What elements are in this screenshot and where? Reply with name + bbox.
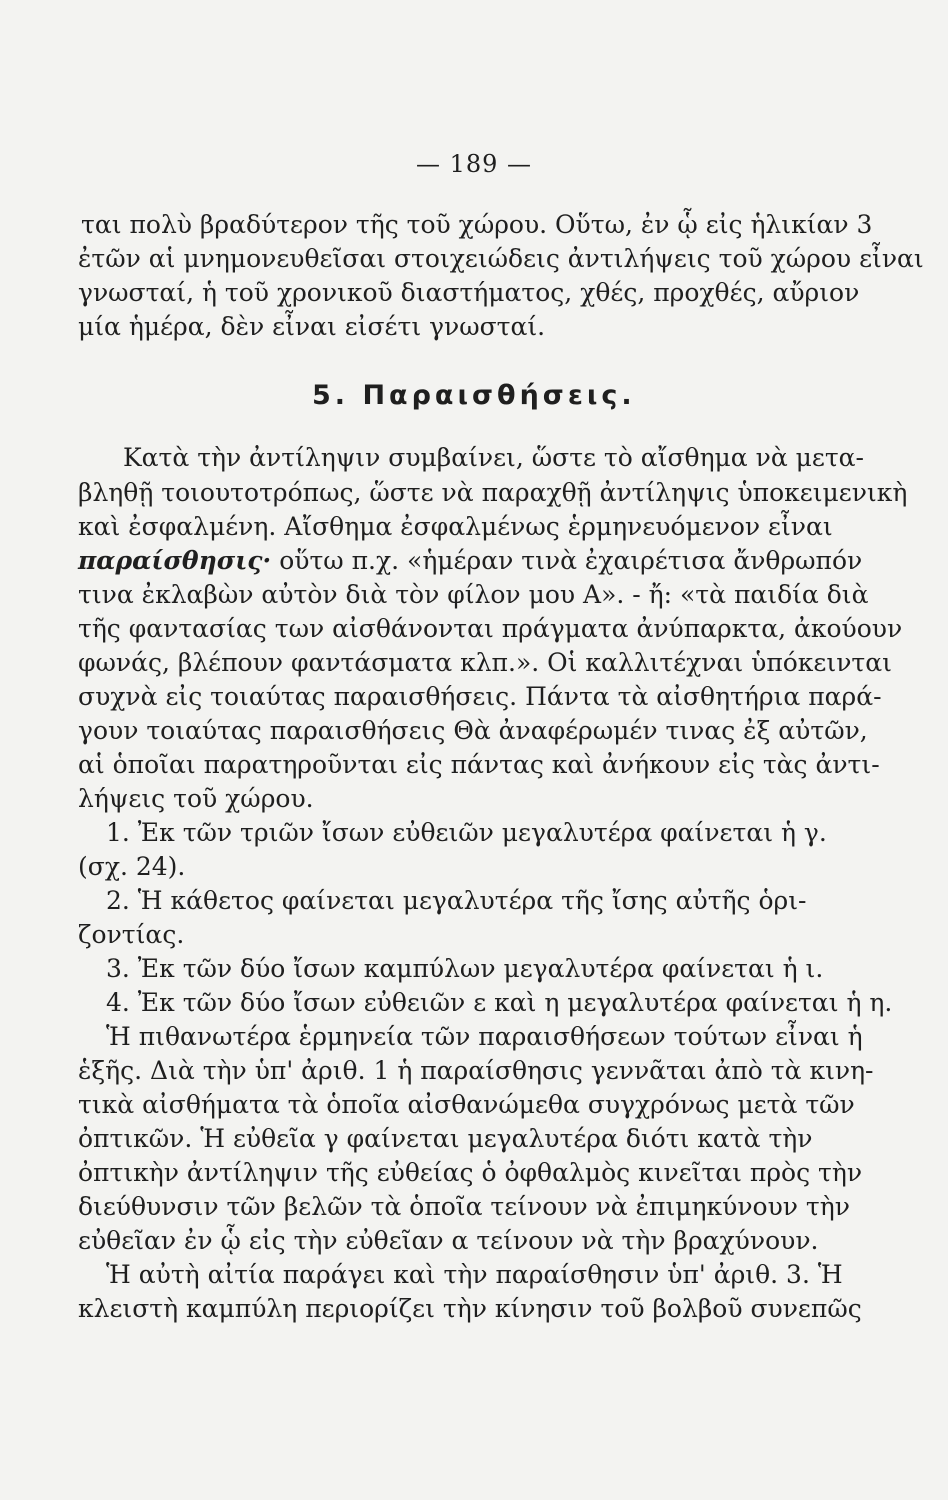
text-line: γνωσταί, ἡ τοῦ χρονικοῦ διαστήματος, χθές, προχθές, αὔριον — [78, 278, 860, 307]
text-line: μία ἡμέρα, δὲν εἶναι εἰσέτι γνωσταί. — [78, 312, 546, 341]
page-number: — 189 — — [415, 150, 533, 178]
text-line: Κατὰ τὴν ἀντίληψιν συμβαίνει, ὥστε τὸ αἴσθημα νὰ μετα- — [123, 443, 865, 472]
text-line — [78, 548, 862, 573]
text-line: λήψεις τοῦ χώρου. — [78, 784, 314, 813]
term: παραίσθησις· — [78, 546, 272, 575]
text-line: τινα ἐκλαβὼν αὐτὸν διὰ τὸν φίλον μου Α». - ἤ: «τὰ παιδία διὰ — [78, 580, 869, 609]
text-line: βληθῇ τοιουτοτρόπως, ὥστε νὰ παραχθῇ ἀντίληψις ὑποκειμενικὴ — [78, 478, 908, 507]
text-line: ὀπτικῶν. Ἡ εὐθεῖα γ φαίνεται μεγαλυτέρα διότι κατὰ τὴν — [78, 1124, 813, 1153]
text-line: εὐθεῖαν ἐν ᾧ εἰς τὴν εὐθεῖαν α τείνουν νὰ τὴν βραχύνουν. — [78, 1226, 819, 1255]
text-segment: οὕτω π.χ. «ἡμέραν τινὰ ἐχαιρέτισα ἄνθρωπόν — [279, 546, 863, 575]
text-line: κλειστὴ καμπύλη περιορίζει τὴν κίνησιν τοῦ βολβοῦ συνεπῶς — [78, 1294, 862, 1323]
text-line: 2. Ἡ κάθετος φαίνεται μεγαλυτέρα τῆς ἴσης αὐτῆς ὁρι- — [106, 886, 807, 915]
text-line: (σχ. 24). — [78, 852, 186, 881]
text-line: φωνάς, βλέπουν φαντάσματα κλπ.». Οἱ καλλιτέχναι ὑπόκεινται — [78, 648, 892, 677]
text-line: γουν τοιαύτας παραισθήσεις Θὰ ἀναφέρωμέν τινας ἐξ αὐτῶν, — [78, 716, 868, 745]
text-line: 4. Ἐκ τῶν δύο ἴσων εὐθειῶν ε καὶ η μεγαλυτέρα φαίνεται ἡ η. — [106, 988, 893, 1017]
text-line: ζοντίας. — [78, 920, 185, 949]
section-heading: 5. Παραισθήσεις. — [312, 380, 636, 411]
text-line: ὀπτικὴν ἀντίληψιν τῆς εὐθείας ὁ ὀφθαλμὸς κινεῖται πρὸς τὴν — [78, 1158, 863, 1187]
text-line: τικὰ αἰσθήματα τὰ ὁποῖα αἰσθανώμεθα συγχρόνως μετὰ τῶν — [78, 1090, 855, 1119]
text-line: συχνὰ εἰς τοιαύτας παραισθήσεις. Πάντα τὰ αἰσθητήρια παρά- — [78, 682, 882, 711]
text-line: ται πολὺ βραδύτερον τῆς τοῦ χώρου. Οὕτω, ἐν ᾧ εἰς ἡλικίαν 3 — [81, 210, 873, 239]
text-line: τῆς φαντασίας των αἰσθάνονται πράγματα ἀνύπαρκτα, ἀκούουν — [78, 614, 903, 643]
text-line: Ἡ αὐτὴ αἰτία παράγει καὶ τὴν παραίσθησιν ὑπ' ἀριθ. 3. Ἡ — [106, 1260, 843, 1289]
text-line: Ἡ πιθανωτέρα ἑρμηνεία τῶν παραισθήσεων τούτων εἶναι ἡ — [106, 1022, 863, 1051]
text-line: διεύθυνσιν τῶν βελῶν τὰ ὁποῖα τείνουν νὰ ἐπιμηκύνουν τὴν — [78, 1192, 850, 1221]
text-line: 1. Ἐκ τῶν τριῶν ἴσων εὐθειῶν μεγαλυτέρα φαίνεται ἡ γ. — [106, 818, 827, 847]
text-line: αἱ ὁποῖαι παρατηροῦνται εἰς πάντας καὶ ἀνήκουν εἰς τὰς ἀντι- — [78, 750, 880, 779]
text-line: ἐτῶν αἱ μνημονευθεῖσαι στοιχειώδεις ἀντιλήψεις τοῦ χώρου εἶναι — [78, 244, 924, 273]
text-line: ἑξῆς. Διὰ τὴν ὑπ' ἀριθ. 1 ἡ παραίσθησις γεννᾶται ἀπὸ τὰ κινη- — [78, 1056, 874, 1085]
text-line: καὶ ἐσφαλμένη. Αἴσθημα ἐσφαλμένως ἑρμηνευόμενον εἶναι — [78, 512, 833, 541]
text-line: 3. Ἐκ τῶν δύο ἴσων καμπύλων μεγαλυτέρα φαίνεται ἡ ι. — [106, 954, 824, 983]
